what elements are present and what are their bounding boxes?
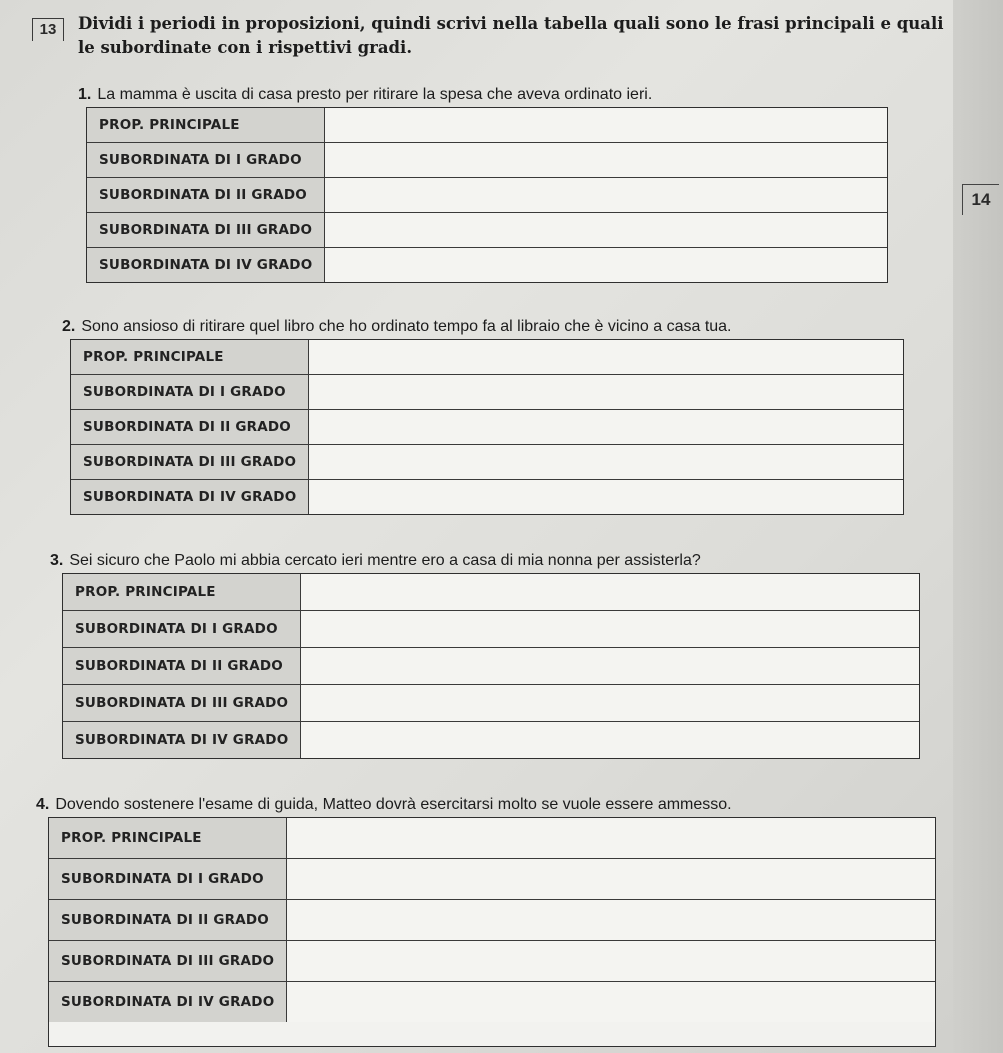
answer-cell[interactable] bbox=[309, 410, 903, 444]
row-label: SUBORDINATA DI II GRADO bbox=[63, 648, 301, 684]
answer-table bbox=[70, 339, 904, 515]
answer-cell[interactable] bbox=[325, 248, 887, 282]
table-row bbox=[63, 647, 919, 684]
row-label: SUBORDINATA DI III GRADO bbox=[87, 213, 325, 247]
item-3 bbox=[50, 552, 920, 759]
table-row bbox=[49, 981, 935, 1022]
table-row bbox=[87, 247, 887, 282]
row-label: SUBORDINATA DI IV GRADO bbox=[71, 480, 309, 514]
item-4 bbox=[36, 796, 936, 1047]
side-page-marker: 14 bbox=[962, 184, 999, 215]
row-label: PROP. PRINCIPALE bbox=[63, 574, 301, 610]
answer-cell[interactable] bbox=[287, 859, 935, 899]
answer-cell[interactable] bbox=[301, 685, 919, 721]
row-label: SUBORDINATA DI IV GRADO bbox=[49, 982, 287, 1022]
item-2 bbox=[62, 318, 904, 515]
answer-cell[interactable] bbox=[287, 818, 935, 858]
row-label: SUBORDINATA DI II GRADO bbox=[49, 900, 287, 940]
item-text: Sei sicuro che Paolo mi abbia cercato ieri mentre ero a casa di mia nonna per assisterla? bbox=[69, 552, 701, 569]
item-number: 1. bbox=[78, 86, 92, 103]
table-row bbox=[71, 409, 903, 444]
answer-cell[interactable] bbox=[325, 108, 887, 142]
answer-cell[interactable] bbox=[325, 178, 887, 212]
item-1 bbox=[78, 86, 888, 283]
table-row bbox=[87, 142, 887, 177]
item-sentence bbox=[78, 86, 888, 104]
item-text: Dovendo sostenere l'esame di guida, Matteo dovrà esercitarsi molto se vuole essere ammesso. bbox=[55, 796, 732, 813]
answer-cell[interactable] bbox=[309, 340, 903, 374]
item-text: La mamma è uscita di casa presto per ritirare la spesa che aveva ordinato ieri. bbox=[97, 86, 653, 103]
table-row bbox=[49, 899, 935, 940]
table-row bbox=[63, 684, 919, 721]
row-label: SUBORDINATA DI IV GRADO bbox=[87, 248, 325, 282]
table-row bbox=[87, 212, 887, 247]
exercise-number: 13 bbox=[32, 18, 64, 41]
answer-cell[interactable] bbox=[301, 648, 919, 684]
row-label: PROP. PRINCIPALE bbox=[71, 340, 309, 374]
table-row bbox=[49, 818, 935, 858]
item-sentence bbox=[62, 318, 904, 336]
row-label: SUBORDINATA DI III GRADO bbox=[71, 445, 309, 479]
answer-cell[interactable] bbox=[301, 574, 919, 610]
answer-cell[interactable] bbox=[309, 480, 903, 514]
row-label: SUBORDINATA DI I GRADO bbox=[63, 611, 301, 647]
row-label: PROP. PRINCIPALE bbox=[87, 108, 325, 142]
table-row bbox=[63, 610, 919, 647]
answer-cell[interactable] bbox=[287, 941, 935, 981]
item-text: Sono ansioso di ritirare quel libro che ho ordinato tempo fa al libraio che è vicino a casa tua. bbox=[81, 318, 732, 335]
table-row bbox=[87, 108, 887, 142]
answer-table bbox=[62, 573, 920, 759]
table-row bbox=[63, 721, 919, 758]
answer-table bbox=[86, 107, 888, 283]
item-sentence bbox=[36, 796, 936, 814]
row-label: SUBORDINATA DI I GRADO bbox=[49, 859, 287, 899]
exercise-instruction: Dividi i periodi in proposizioni, quindi scrivi nella tabella quali sono le frasi principali e quali le subordinate con i rispettivi gradi. bbox=[78, 14, 944, 57]
row-label: SUBORDINATA DI II GRADO bbox=[71, 410, 309, 444]
answer-cell[interactable] bbox=[325, 213, 887, 247]
row-label: SUBORDINATA DI I GRADO bbox=[87, 143, 325, 177]
row-label: SUBORDINATA DI IV GRADO bbox=[63, 722, 301, 758]
answer-cell[interactable] bbox=[287, 982, 935, 1022]
answer-cell[interactable] bbox=[325, 143, 887, 177]
row-label: PROP. PRINCIPALE bbox=[49, 818, 287, 858]
item-number: 4. bbox=[36, 796, 50, 813]
answer-table bbox=[48, 817, 936, 1047]
table-row bbox=[63, 574, 919, 610]
table-row bbox=[71, 444, 903, 479]
row-label: SUBORDINATA DI II GRADO bbox=[87, 178, 325, 212]
table-row bbox=[71, 340, 903, 374]
item-sentence bbox=[50, 552, 920, 570]
table-row bbox=[49, 940, 935, 981]
table-row bbox=[71, 479, 903, 514]
row-label: SUBORDINATA DI III GRADO bbox=[49, 941, 287, 981]
answer-cell[interactable] bbox=[287, 900, 935, 940]
table-row bbox=[71, 374, 903, 409]
table-row bbox=[49, 858, 935, 899]
item-number: 3. bbox=[50, 552, 64, 569]
answer-cell[interactable] bbox=[309, 375, 903, 409]
answer-cell[interactable] bbox=[301, 611, 919, 647]
table-row bbox=[87, 177, 887, 212]
answer-cell[interactable] bbox=[309, 445, 903, 479]
row-label: SUBORDINATA DI I GRADO bbox=[71, 375, 309, 409]
row-label: SUBORDINATA DI III GRADO bbox=[63, 685, 301, 721]
page-edge bbox=[953, 0, 1003, 1053]
item-number: 2. bbox=[62, 318, 76, 335]
answer-cell[interactable] bbox=[301, 722, 919, 758]
